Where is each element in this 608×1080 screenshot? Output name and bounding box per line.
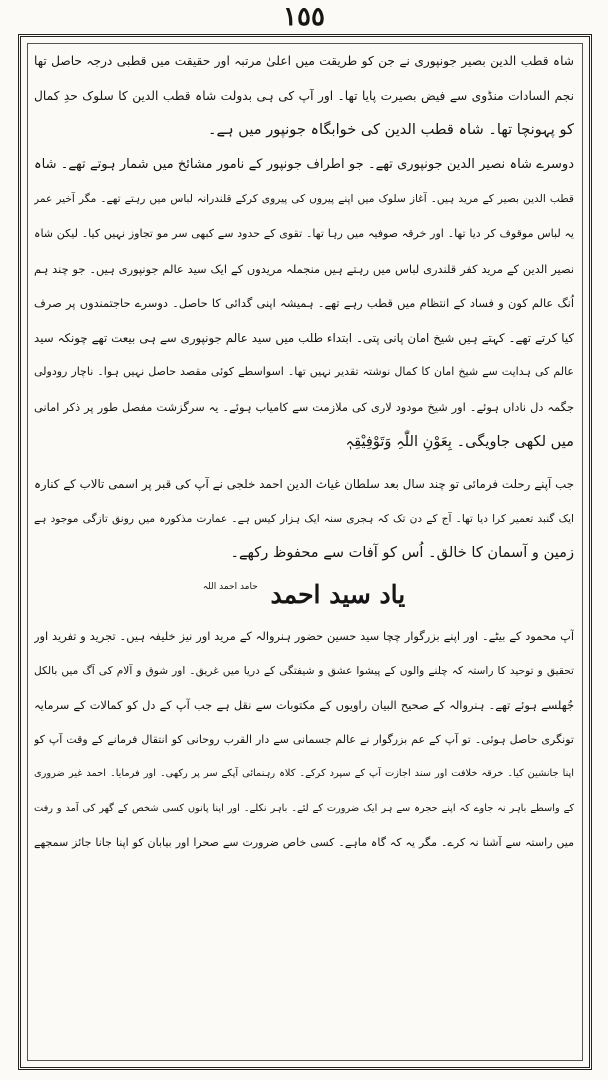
- text-line: کو پہونچا تھا۔ شاہ قطب الدین کی خوابگاہ جونپور میں ہے۔: [207, 121, 574, 139]
- text-line: اُنگ عالم کون و فساد کے انتظام میں قطب رہے تھے۔ ہمیشہ اپنی گدائی کا حاصل۔ دوسرے حاجتمندوں پر صرف: [34, 296, 574, 311]
- text-line: میں راستہ سے آشنا نہ کرے۔ مگر یہ کہ گاہ ماہے۔ کسی خاص ضرورت سے صحرا اور بیابان کو اپنا جانا جائز سمجھے: [34, 836, 574, 850]
- text-line: یہ لباس موقوف کر دیا تھا۔ اور خرقہ صوفیہ میں رہا تھا۔ تقوی کے حدود سے کبھی سر مو تجاوز نہیں کیا۔ لیکن شاہ: [34, 226, 574, 240]
- text-line: عالم کی ہدایت سے شیخ امان کا کمال نوشتہ تقدیر نہیں تھا۔ اسواسطے کوئی مقصد حاصل نہیں ہوا۔ ناچار رودولی: [34, 365, 574, 379]
- text-line: دوسرے شاہ نصیر الدین جونپوری تھے۔ جو اطراف جونپور کے نامور مشائخ میں شمار ہوتے تھے۔ شاہ: [34, 156, 574, 172]
- text-line: تحقیق و توحید کا راستہ کہ چلنے والوں کے پیشوا عشق و شیفتگی کے دریا میں غریق۔ اور شوق و آلام کی آگ میں بالکل: [34, 664, 574, 677]
- section-heading: [34, 571, 574, 619]
- paragraph-nasir-uddin: [34, 148, 574, 459]
- text-line: آپ محمود کے بیٹے۔ اور اپنے بزرگوار چچا سید حسین حضور ہنروالہ کے مرید اور نیز خلیفہ ہیں۔ تجرید و تفرید اور: [34, 628, 574, 643]
- paragraph-syed-ahmad: [34, 619, 574, 861]
- text-line: جب آپنے رحلت فرمائی تو چند سال بعد سلطان غیاث الدین احمد خلجی نے آپ کی قبر پر اسمی تالاب کے کنارہ: [34, 477, 574, 492]
- text-line: زمین و آسمان کا خالق۔ اُس کو آفات سے محفوظ رکھے۔: [230, 544, 574, 562]
- text-line: کے واسطے باہر نہ جاوے کہ اپنے حجرہ سے ہر ایک ضرورت کے لئے۔ باہر نکلے۔ اور اپنا پانوں کسی شخص کے گھر کی آمد و رفت: [34, 802, 574, 814]
- page-body: [34, 44, 574, 861]
- heading-title: یاد سید احمد: [270, 579, 406, 609]
- text-line: جُھلسے ہوئے تھے۔ ہنروالہ کے صحیح البیان راویوں کے مکتوبات سے نقل ہے جب آپ کے دل کو کمالات کے سرمایہ: [34, 698, 574, 713]
- text-line: قطب الدین بصیر کے مرید ہیں۔ آغاز سلوک میں اپنے پیروں کی پیروی کرکے قلندرانہ لباس میں رہتے تھے۔ مگر آخیر عمر: [34, 193, 574, 206]
- text-line: کیا کرتے تھے۔ کہتے ہیں شیخ امان پانی پتی۔ ابتداء طلب میں سید عالم جونپوری سے ہی بیعت تھے چونکہ سید: [34, 330, 574, 345]
- text-line: اپنا جانشین کیا۔ خرقہ خلافت اور سند اجازت آپ کے سپرد کرکے۔ کلاہ رہنمائی آپکے سر پر رکھی۔ اور فرمایا۔ احمد غیر ضروری: [34, 768, 574, 780]
- text-line: نجم السادات منڈوی سے فیض بصیرت پایا تھا۔ اور آپ کی ہی بدولت شاہ قطب الدین کا سلوک حدِ کمال: [34, 88, 574, 103]
- text-line: تونگری حاصل ہوئی۔ تو آپ کے عم بزرگوار نے عالم جسمانی سے دار القرب روحانی کو انتقال فرمانے کے وقت آپ کو: [34, 732, 574, 746]
- paragraph-qutb-uddin: [34, 44, 574, 148]
- text-line: ایک گنبد تعمیر کرا دیا تھا۔ آج کے دن تک کہ ہجری سنہ ایک ہزار کیس ہے۔ عمارت مذکورہ میں رونق تازگی موجود ہے: [34, 512, 574, 525]
- text-line: نصیر الدین کے مرید کفر قلندری لباس میں رہتے ہیں منجملہ مریدوں کے ایک سید عالم جونپوری ہیں۔ جو چند ہم: [34, 261, 574, 276]
- heading-honorific: حامد احمد اللہ: [202, 581, 258, 592]
- text-line: جگمہ دل ناداں ہوئے۔ اور شیخ مودود لاری کی ملازمت سے کامیاب ہوئے۔ یہ سرگزشت مفصل طور پر ذکر امانی: [34, 399, 574, 414]
- paragraph-tomb: [34, 467, 574, 571]
- text-line: میں لکھی جاویگی۔ بِعَوْنِ اللّٰہِ وَتَوْفِیْقِہٖ: [345, 432, 574, 450]
- page-number: ١٥٥: [283, 2, 325, 32]
- text-line: شاہ قطب الدین بصیر جونپوری نے جن کو طریقت میں اعلیٰ مرتبہ اور حقیقت میں قطبی درجہ حاصل تھا: [34, 54, 574, 68]
